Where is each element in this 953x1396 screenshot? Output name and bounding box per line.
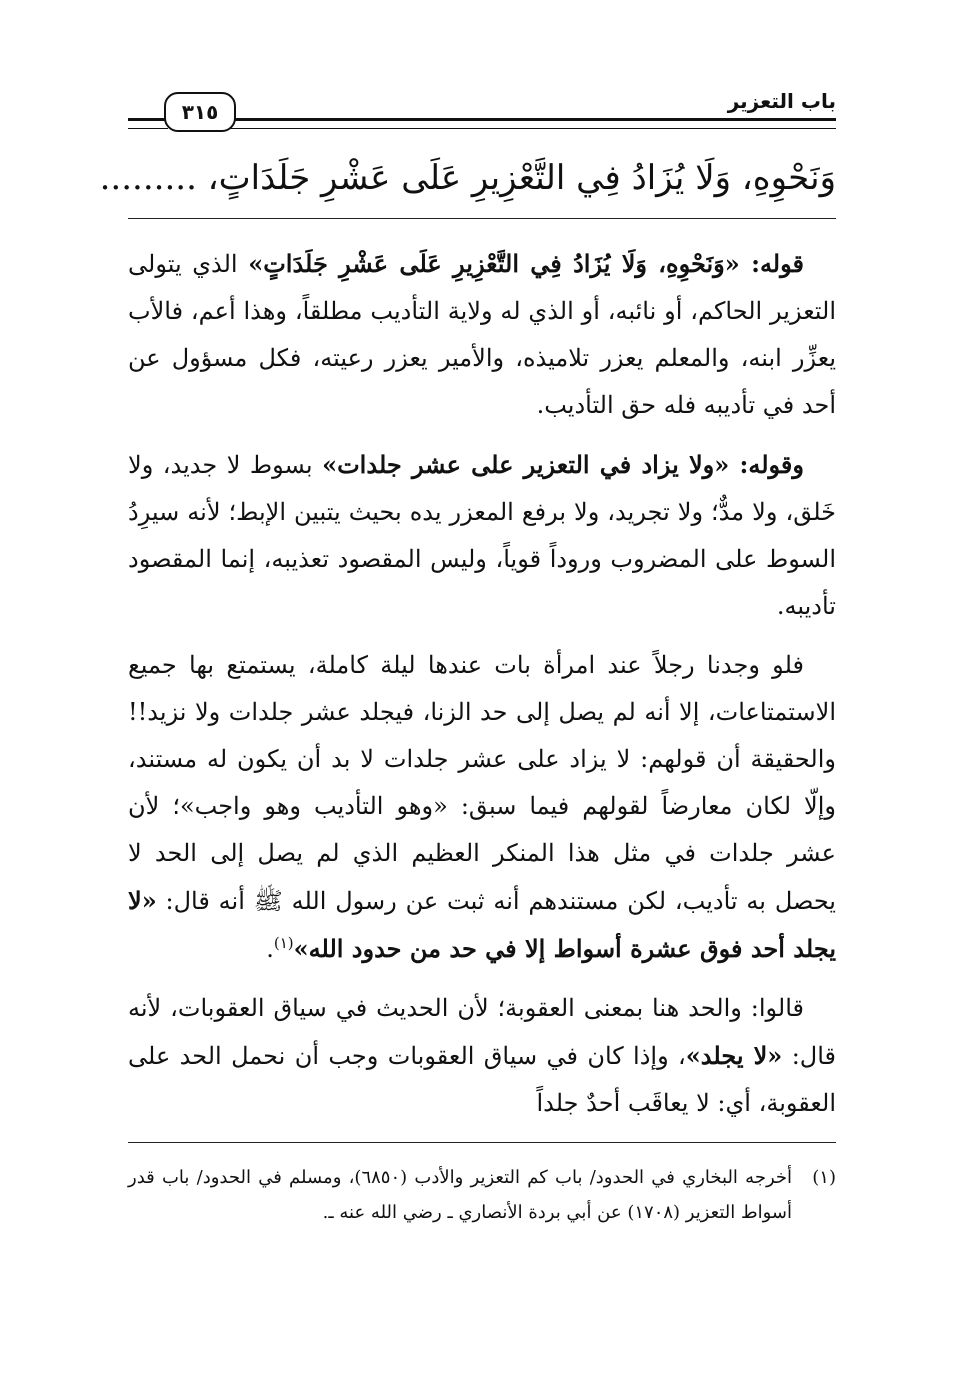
page-number: ٣١٥ [164,92,236,132]
footnote-reference[interactable]: (١) [273,934,294,952]
paragraph-3-text: فلو وجدنا رجلاً عند امرأة بات عندها ليلة كاملة، يستمتع بها جميع الاستمتاعات، إلا أنه لم يصل إلى حد الزنا، فيجلد عشر جلدات ولا نزيد!! والحقيقة أن قولهم: لا يزاد على عشر جلدات لا بد أن يكون له مستند، وإلّا لكان معارضاً لقولهم فيما سبق: «وهو التأديب وهو واجب»؛ لأن عشر جلدات في مثل هذا المنكر العظيم الذي لم يصل إلى الحد لا يحصل به تأديب، لكن مستندهم أنه ثبت عن رسول الله ﷺ أنه قال: [128,651,837,915]
paragraph-3-end: . [266,935,274,963]
book-page [99,0,837,1396]
footnotes [128,1160,836,1230]
paragraph-1-lead: قوله: «وَنَحْوِهِ، وَلَا يُزَادُ فِي التَّعْزِيرِ عَلَى عَشْرِ جَلَدَاتٍ» [248,249,804,278]
paragraph-4 [128,985,836,1127]
footnote-divider [128,1142,836,1143]
footnote-text: أخرجه البخاري في الحدود/ باب كم التعزير والأدب (٦٨٥٠)، ومسلم في الحدود/ باب قدر أسواط التعزير (١٧٠٨) عن أبي بردة الأنصاري ـ رضي الله عنه ـ. [128,1167,793,1223]
chapter-title: باب التعزير [727,89,836,113]
paragraph-2-text: بسوط لا جديد، ولا خَلق، ولا مدٌّ؛ ولا تجريد، ولا برفع المعزر يده بحيث يتبين الإبط؛ لأنه سيرِدُ السوط على المضروب وروداً قوياً، وليس المقصود تعذيبه، إنما المقصود تأديبه. [128,451,836,620]
header-rule-right [228,118,836,129]
paragraph-1-text: الذي يتولى التعزير الحاكم، أو نائبه، أو الذي له ولاية التأديب مطلقاً، وهذا أعم، فالأب يعزِّر ابنه، والمعلم يعزر تلاميذه، والأمير يعزر رعيته، فكل مسؤول عن أحد في تأديبه فله حق التأديب. [128,250,836,419]
hadith-quote: «لا يجلد أحد فوق عشرة أسواط إلا في حد من حدود الله» [128,886,836,963]
paragraph-4-quote: «لا يجلد» [685,1041,783,1070]
commentary-body [128,240,836,1139]
footnote-marker: (١) [812,1167,836,1188]
paragraph-4-end: ، وإذا كان في سياق العقوبات وجب أن نحمل الحد على العقوبة، أي: لا يعاقَب أحدٌ جلداً [128,1042,836,1117]
matn-text: وَنَحْوِهِ، وَلَا يُزَادُ فِي التَّعْزِيرِ عَلَى عَشْرِ جَلَدَاتٍ، ......... [99,158,836,198]
paragraph-2 [128,441,836,630]
footnote-item [128,1160,836,1230]
matn-divider [128,218,836,219]
paragraph-2-lead: وقوله: «ولا يزاد في التعزير على عشر جلدات» [322,450,804,479]
header-rule-left [128,118,168,129]
paragraph-4-text: قالوا: والحد هنا بمعنى العقوبة؛ لأن الحديث في سياق العقوبات، لأنه قال: [128,994,836,1070]
paragraph-1 [128,240,836,429]
paragraph-3 [128,642,836,973]
page-header [128,86,836,136]
